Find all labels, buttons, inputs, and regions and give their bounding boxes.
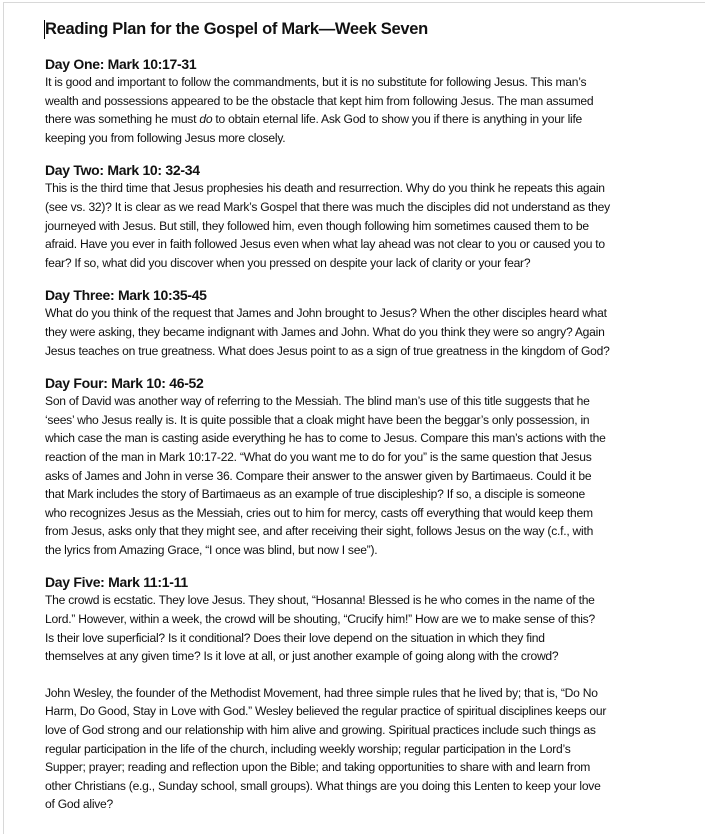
text-cursor <box>44 20 45 39</box>
text-line: they were asking, they became indignant with James and John. What do you think they were so angry? Again <box>45 324 605 339</box>
text-line: that Mark includes the story of Bartimaeus as an example of true discipleship? If so, a disciple is someone <box>45 487 585 502</box>
text-line: keeping you from following Jesus more closely. <box>45 130 286 145</box>
text-line: journeyed with Jesus. But still, they followed him, even though following him sometimes caused them to be <box>45 218 589 233</box>
section-day-five <box>45 573 705 665</box>
document-body[interactable] <box>45 17 705 814</box>
text-line: ‘sees’ who Jesus really is. It is quite possible that a cloak might have been the beggar’s only possession, in <box>45 412 590 427</box>
text-line: Harm, Do Good, Stay in Love with God.” Wesley believed the regular practice of spiritual disciplines keeps our <box>45 704 607 719</box>
section-day-one <box>45 55 705 147</box>
text-line: The crowd is ecstatic. They love Jesus. They shout, “Hosanna! Blessed is he who comes in the name of the <box>45 593 595 608</box>
document-page[interactable] <box>3 2 705 834</box>
document-title <box>45 17 705 41</box>
text-line: Jesus teaches on true greatness. What does Jesus point to as a sign of true greatness in the kingdom of God? <box>45 343 610 358</box>
text-segment: there was something he must <box>45 112 200 127</box>
section-heading: Day Four: Mark 10: 46-52 <box>45 375 204 392</box>
text-line: Lord.” However, within a week, the crowd will be shouting, “Crucify him!” How are we to make sense of this? <box>45 612 595 627</box>
text-line: who recognizes Jesus as the Messiah, cries out to him for mercy, casts off everything that would keep them <box>45 505 593 520</box>
text-line: (see vs. 32)? It is clear as we read Mark’s Gospel that there was much the disciples did not understand as they <box>45 199 610 214</box>
text-line: which case the man is casting aside everything he has to come to Jesus. Compare this man’s actions with the <box>45 431 606 446</box>
text-line: from Jesus, asks only that they might see, and after receiving their sight, follows Jesus on the way (c.f., with <box>45 524 594 539</box>
text-line: Son of David was another way of referring to the Messiah. The blind man’s use of this title suggests that he <box>45 394 590 409</box>
text-line: afraid. Have you ever in faith followed Jesus even when what lay ahead was not clear to you or caused you to <box>45 237 605 252</box>
closing-paragraph <box>45 684 705 814</box>
text-line: It is good and important to follow the commandments, but it is no substitute for following Jesus. This man’s <box>45 75 587 89</box>
text-line: reaction of the man in Mark 10:17-22. “What do you want me to do for you” is the same question that Jesus <box>45 449 592 464</box>
text-line: What do you think of the request that James and John brought to Jesus? When the other disciples heard what <box>45 306 607 321</box>
text-line: regular participation in the life of the church, including weekly worship; regular participation in the Lord’s <box>45 741 571 756</box>
text-line: the lyrics from Amazing Grace, “I once was blind, but now I see”). <box>45 542 378 557</box>
text-line: John Wesley, the founder of the Methodist Movement, had three simple rules that he lived by; that is, “Do No <box>45 685 598 700</box>
text-line: themselves at any given time? Is it love at all, or just another example of going along with the crowd? <box>45 649 559 664</box>
text-line: love of God strong and our relationship with him alive and growing. Spiritual practices include such things as <box>45 723 596 738</box>
section-heading: Day Five: Mark 11:1-11 <box>45 574 188 591</box>
section-day-two <box>45 161 705 272</box>
section-day-four <box>45 374 705 559</box>
section-heading: Day Three: Mark 10:35-45 <box>45 287 207 304</box>
text-line: fear? If so, what did you discover when you pressed on despite your lack of clarity or your fear? <box>45 255 531 270</box>
text-line: This is the third time that Jesus prophesies his death and resurrection. Why do you think he repeats this again <box>45 181 605 196</box>
emphasis-text: do <box>199 112 213 127</box>
section-heading: Day Two: Mark 10: 32-34 <box>45 162 200 179</box>
text-segment: to obtain eternal life. Ask God to show you if there is anything in your life <box>212 112 583 127</box>
text-line: asks of James and John in verse 36. Compare their answer to the answer given by Bartimaeus. Could it be <box>45 468 592 483</box>
title-text: Reading Plan for the Gospel of Mark—Week Seven <box>45 20 428 38</box>
section-day-three <box>45 286 705 360</box>
text-line <box>45 110 705 129</box>
text-line: other Christians (e.g., Sunday school, small groups). What things are you doing this Lenten to keep your love <box>45 778 601 793</box>
text-line: Supper; prayer; reading and reflection upon the Bible; and taking opportunities to share with and learn from <box>45 760 591 775</box>
text-line: Is their love superficial? Is it conditional? Does their love depend on the situation in which they find <box>45 630 545 645</box>
section-heading: Day One: Mark 10:17-31 <box>45 56 197 72</box>
text-line: wealth and possessions appeared to be the obstacle that kept him from following Jesus. The man assumed <box>45 93 594 108</box>
text-line: of God alive? <box>45 797 114 812</box>
